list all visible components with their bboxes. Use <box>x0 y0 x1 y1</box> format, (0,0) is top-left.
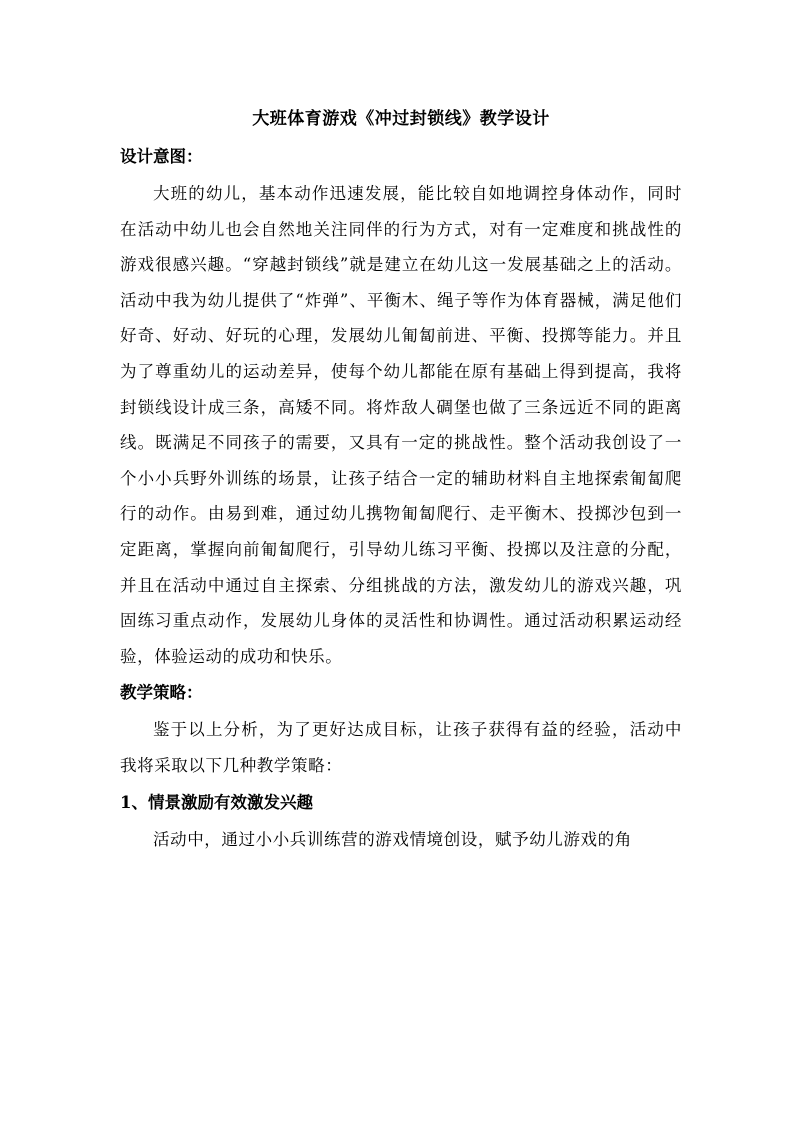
subsection-heading-scenario: 1、情景激励有效激发兴趣 <box>120 792 313 812</box>
document-body <box>120 100 682 857</box>
section-heading-design-intent: 设计意图： <box>120 147 203 166</box>
paragraph-scenario: 活动中，通过小小兵训练营的游戏情境创设，赋予幼儿游戏的角 <box>153 829 632 849</box>
paragraph-teaching-strategy: 鉴于以上分析，为了更好达成目标，让孩子获得有益的经验，活动中我将采取以下几种教学策略： <box>120 720 682 775</box>
section-heading-teaching-strategy: 教学策略： <box>120 683 203 703</box>
paragraph-design-intent: 大班的幼儿，基本动作迅速发展，能比较自如地调控身体动作，同时在活动中幼儿也会自然地关注同伴的行为方式，对有一定难度和挑战性的游戏很感兴趣。“穿越封锁线”就是建立在幼儿这一发展基础之上的活动。活动中我为幼儿提供了“炸弹”、平衡木、绳子等作为体育器械，满足他们好奇、好动、好玩的心理，发展幼儿匍匐前进、平衡、投掷等能力。并且为了尊重幼儿的运动差异，使每个幼儿都能在原有基础上得到提高，我将封锁线设计成三条，高矮不同。将炸敌人碉堡也做了三条远近不同的距离线。既满足不同孩子的需要，又具有一定的挑战性。整个活动我创设了一个小小兵野外训练的场景，让孩子结合一定的辅助材料自主地探索匍匐爬行的动作。由易到难，通过幼儿携物匍匐爬行、走平衡木、投掷沙包到一定距离，掌握向前匍匐爬行，引导幼儿练习平衡、投掷以及注意的分配，并且在活动中通过自主探索、分组挑战的方法，激发幼儿的游戏兴趣，巩固练习重点动作，发展幼儿身体的灵活性和协调性。通过活动积累运动经验，体验运动的成功和快乐。 <box>120 184 682 666</box>
document-title: 大班体育游戏《冲过封锁线》教学设计 <box>252 109 550 129</box>
